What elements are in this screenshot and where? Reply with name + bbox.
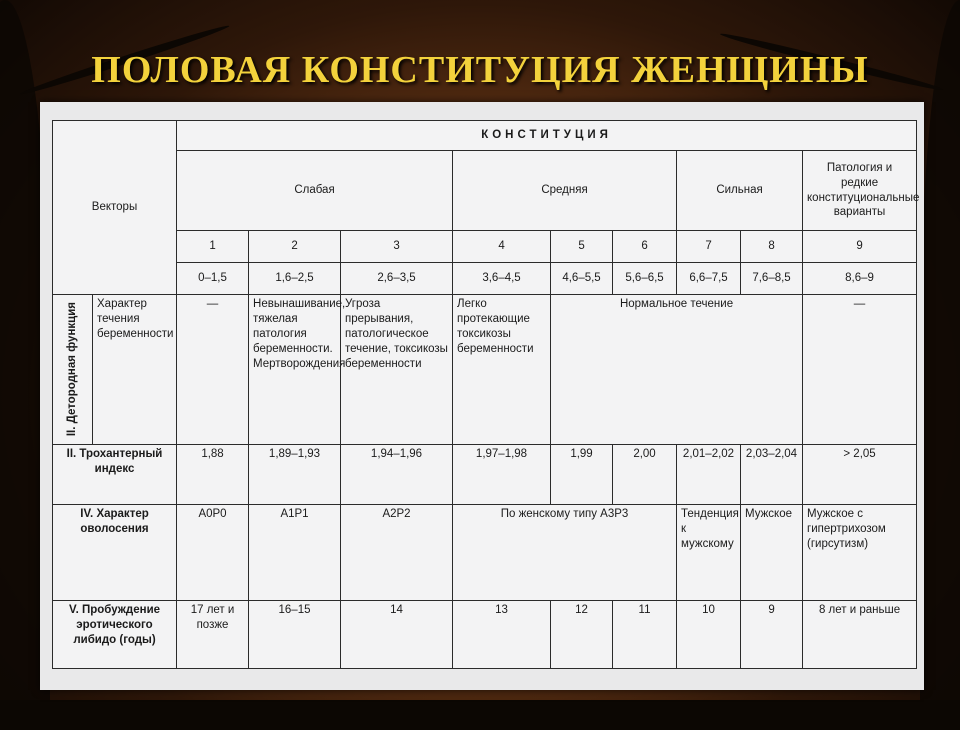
column-number: 9	[803, 231, 917, 263]
column-number: 5	[551, 231, 613, 263]
column-number: 2	[249, 231, 341, 263]
cell: 14	[341, 601, 453, 669]
column-number: 7	[677, 231, 741, 263]
column-number: 1	[177, 231, 249, 263]
group-medium: Средняя	[453, 151, 677, 231]
childbearing-group-label: II. Детородная функция	[66, 302, 79, 437]
cell: A0P0	[177, 505, 249, 601]
cell: Мужское	[741, 505, 803, 601]
column-number: 6	[613, 231, 677, 263]
cell: Легко протекающие токсикозы беременности	[453, 295, 551, 445]
cell: A2P2	[341, 505, 453, 601]
cell: Угроза прерывания, патологическое течение, токсикозы беременности	[341, 295, 453, 445]
cell: Тенденция к мужскому	[677, 505, 741, 601]
cell: По женскому типу A3P3	[453, 505, 677, 601]
score-range: 3,6–4,5	[453, 263, 551, 295]
column-number: 8	[741, 231, 803, 263]
constitution-table-sheet	[40, 102, 924, 690]
cell: 1,97–1,98	[453, 445, 551, 505]
cell: Невынашивание, тяжелая патология беременности. Мертворождения	[249, 295, 341, 445]
score-range: 6,6–7,5	[677, 263, 741, 295]
hair-pattern-label: IV. Характер оволосения	[53, 505, 177, 601]
pregnancy-course-label: Характер течения беременности	[93, 295, 177, 445]
group-pathology: Патология и редкие конституциональные варианты	[803, 151, 917, 231]
palm-frond-decoration	[0, 700, 960, 730]
cell: 12	[551, 601, 613, 669]
cell: 2,01–2,02	[677, 445, 741, 505]
score-range: 1,6–2,5	[249, 263, 341, 295]
vectors-header: Векторы	[53, 121, 177, 295]
column-number: 4	[453, 231, 551, 263]
cell: 2,03–2,04	[741, 445, 803, 505]
palm-silhouette-right	[920, 0, 960, 720]
cell: 17 лет и позже	[177, 601, 249, 669]
cell: 1,94–1,96	[341, 445, 453, 505]
cell: A1P1	[249, 505, 341, 601]
cell: 8 лет и раньше	[803, 601, 917, 669]
score-range: 2,6–3,5	[341, 263, 453, 295]
cell: 16–15	[249, 601, 341, 669]
cell: 9	[741, 601, 803, 669]
cell: 1,88	[177, 445, 249, 505]
cell: 10	[677, 601, 741, 669]
cell: Мужское с гипертрихозом (гирсутизм)	[803, 505, 917, 601]
score-range: 8,6–9	[803, 263, 917, 295]
score-range: 0–1,5	[177, 263, 249, 295]
score-range: 4,6–5,5	[551, 263, 613, 295]
page-title: ПОЛОВАЯ КОНСТИТУЦИЯ ЖЕНЩИНЫ	[91, 49, 869, 91]
score-range: 7,6–8,5	[741, 263, 803, 295]
group-strong: Сильная	[677, 151, 803, 231]
column-number: 3	[341, 231, 453, 263]
cell: 1,99	[551, 445, 613, 505]
trochanter-index-label: II. Трохантерный индекс	[53, 445, 177, 505]
cell: Нормальное течение	[551, 295, 803, 445]
cell: —	[177, 295, 249, 445]
cell: 2,00	[613, 445, 677, 505]
cell: —	[803, 295, 917, 445]
constitution-header: КОНСТИТУЦИЯ	[177, 121, 917, 151]
group-weak: Слабая	[177, 151, 453, 231]
cell: 11	[613, 601, 677, 669]
cell: 13	[453, 601, 551, 669]
cell: 1,89–1,93	[249, 445, 341, 505]
cell: > 2,05	[803, 445, 917, 505]
constitution-table	[52, 120, 920, 669]
libido-awakening-label: V. Пробуждение эротического либидо (годы)	[53, 601, 177, 669]
score-range: 5,6–6,5	[613, 263, 677, 295]
